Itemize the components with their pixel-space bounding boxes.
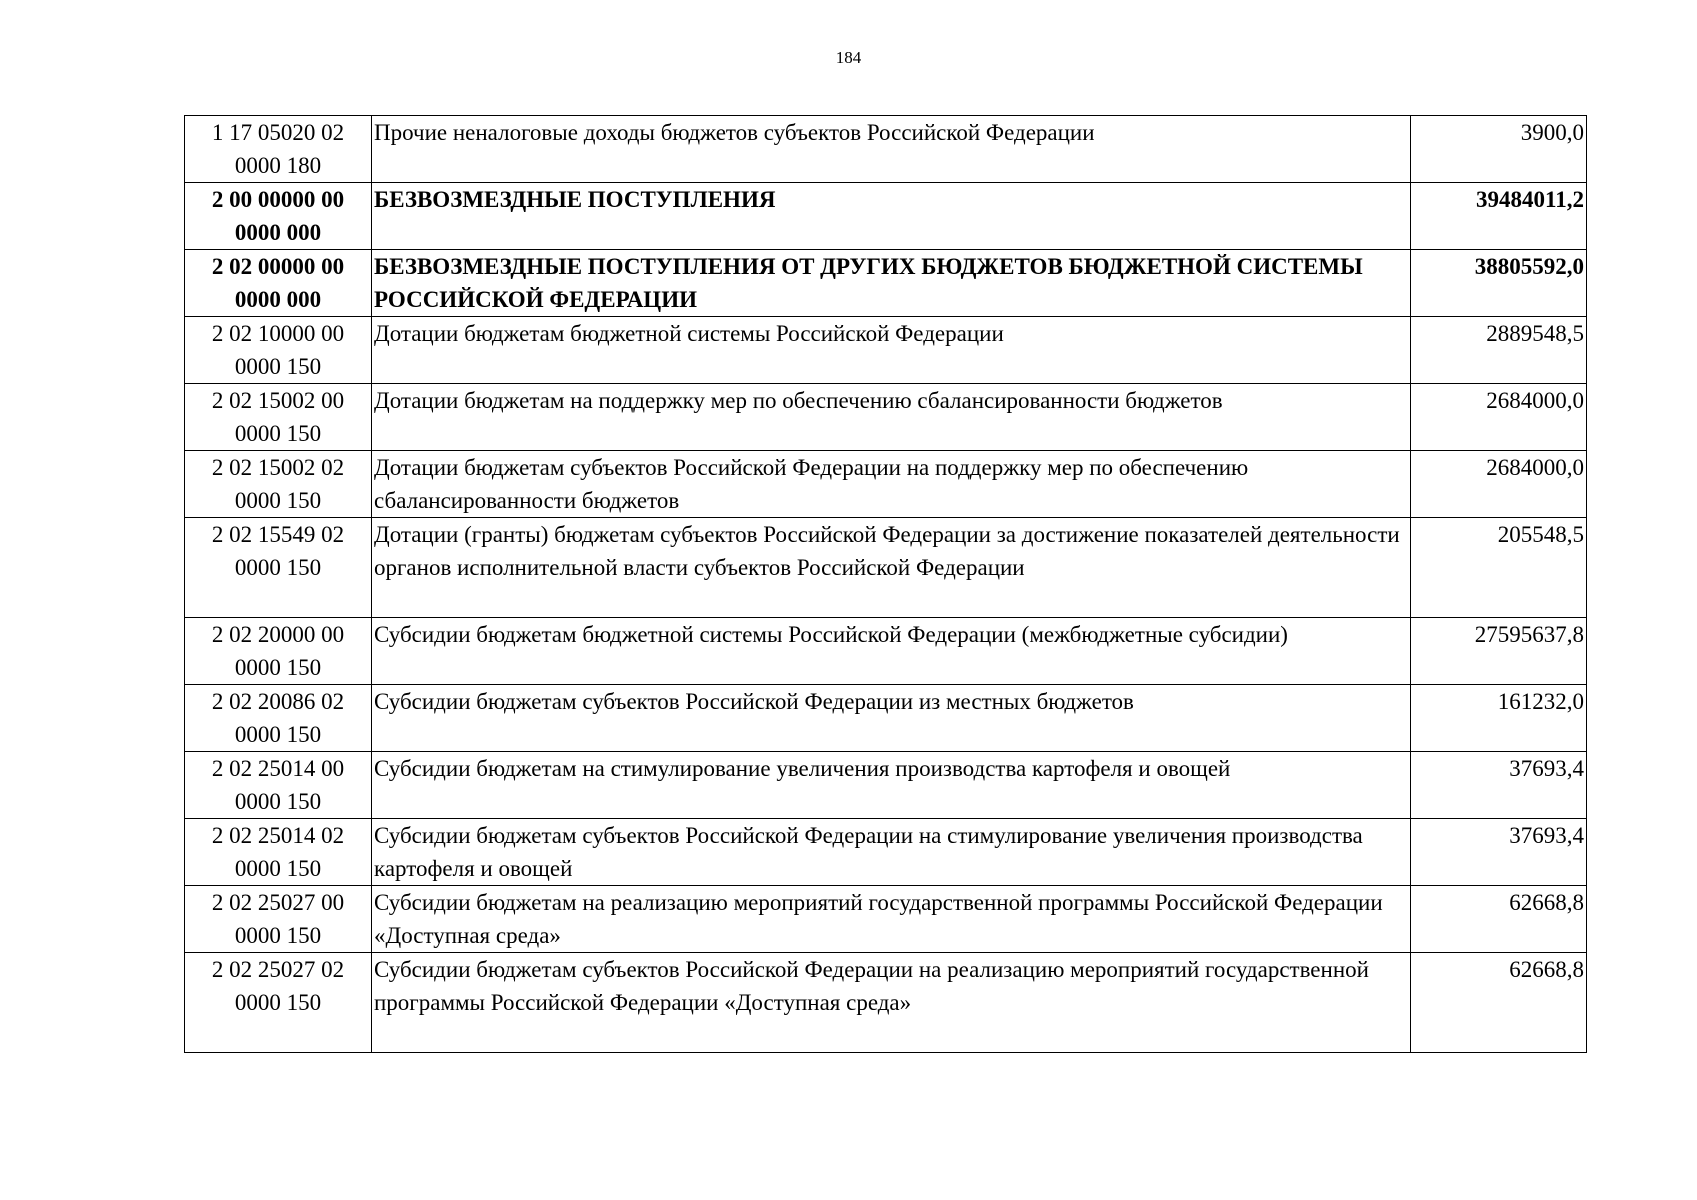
budget-code-cell: 2 02 20086 02 0000 150: [185, 685, 372, 752]
amount-cell: 62668,8: [1411, 953, 1587, 1053]
table-row: [185, 317, 1587, 384]
budget-code-cell: 2 02 25027 00 0000 150: [185, 886, 372, 953]
table-row: [185, 618, 1587, 685]
description-cell: Прочие неналоговые доходы бюджетов субъектов Российской Федерации: [372, 116, 1411, 183]
budget-code-cell: 2 02 25027 02 0000 150: [185, 953, 372, 1053]
description-cell: Субсидии бюджетам бюджетной системы Российской Федерации (межбюджетные субсидии): [372, 618, 1411, 685]
budget-code-cell: 2 02 15549 02 0000 150: [185, 518, 372, 618]
description-cell: Субсидии бюджетам субъектов Российской Федерации из местных бюджетов: [372, 685, 1411, 752]
budget-code-cell: 2 02 10000 00 0000 150: [185, 317, 372, 384]
description-cell: Дотации бюджетам на поддержку мер по обеспечению сбалансированности бюджетов: [372, 384, 1411, 451]
table-row: [185, 183, 1587, 250]
table-row: [185, 886, 1587, 953]
description-cell: БЕЗВОЗМЕЗДНЫЕ ПОСТУПЛЕНИЯ ОТ ДРУГИХ БЮДЖЕТОВ БЮДЖЕТНОЙ СИСТЕМЫ РОССИЙСКОЙ ФЕДЕРАЦИИ: [372, 250, 1411, 317]
table-row: [185, 518, 1587, 618]
description-cell: Субсидии бюджетам на стимулирование увеличения производства картофеля и овощей: [372, 752, 1411, 819]
table-row: [185, 250, 1587, 317]
table-row: [185, 116, 1587, 183]
budget-code-cell: 2 00 00000 00 0000 000: [185, 183, 372, 250]
description-cell: Субсидии бюджетам субъектов Российской Федерации на реализацию мероприятий государственной программы Российской Федерации «Доступная среда»: [372, 953, 1411, 1053]
budget-table: [184, 115, 1587, 1053]
budget-code-cell: 2 02 25014 02 0000 150: [185, 819, 372, 886]
table-row: [185, 752, 1587, 819]
budget-code-cell: 2 02 25014 00 0000 150: [185, 752, 372, 819]
budget-table-body: [185, 116, 1587, 1053]
budget-code-cell: 2 02 20000 00 0000 150: [185, 618, 372, 685]
description-cell: Субсидии бюджетам на реализацию мероприятий государственной программы Российской Федерации «Доступная среда»: [372, 886, 1411, 953]
amount-cell: 2889548,5: [1411, 317, 1587, 384]
amount-cell: 62668,8: [1411, 886, 1587, 953]
amount-cell: 38805592,0: [1411, 250, 1587, 317]
table-row: [185, 953, 1587, 1053]
budget-code-cell: 2 02 15002 00 0000 150: [185, 384, 372, 451]
amount-cell: 2684000,0: [1411, 451, 1587, 518]
description-cell: Дотации бюджетам бюджетной системы Российской Федерации: [372, 317, 1411, 384]
table-row: [185, 451, 1587, 518]
table-row: [185, 685, 1587, 752]
table-row: [185, 384, 1587, 451]
description-cell: БЕЗВОЗМЕЗДНЫЕ ПОСТУПЛЕНИЯ: [372, 183, 1411, 250]
budget-code-cell: 2 02 15002 02 0000 150: [185, 451, 372, 518]
amount-cell: 39484011,2: [1411, 183, 1587, 250]
description-cell: Субсидии бюджетам субъектов Российской Федерации на стимулирование увеличения производства картофеля и овощей: [372, 819, 1411, 886]
amount-cell: 37693,4: [1411, 819, 1587, 886]
amount-cell: 205548,5: [1411, 518, 1587, 618]
description-cell: Дотации (гранты) бюджетам субъектов Российской Федерации за достижение показателей деятельности органов исполнительной власти субъектов Российской Федерации: [372, 518, 1411, 618]
budget-code-cell: 2 02 00000 00 0000 000: [185, 250, 372, 317]
amount-cell: 161232,0: [1411, 685, 1587, 752]
table-row: [185, 819, 1587, 886]
budget-code-cell: 1 17 05020 02 0000 180: [185, 116, 372, 183]
amount-cell: 2684000,0: [1411, 384, 1587, 451]
amount-cell: 3900,0: [1411, 116, 1587, 183]
amount-cell: 37693,4: [1411, 752, 1587, 819]
description-cell: Дотации бюджетам субъектов Российской Федерации на поддержку мер по обеспечению сбалансированности бюджетов: [372, 451, 1411, 518]
page-number: 184: [835, 48, 862, 67]
amount-cell: 27595637,8: [1411, 618, 1587, 685]
